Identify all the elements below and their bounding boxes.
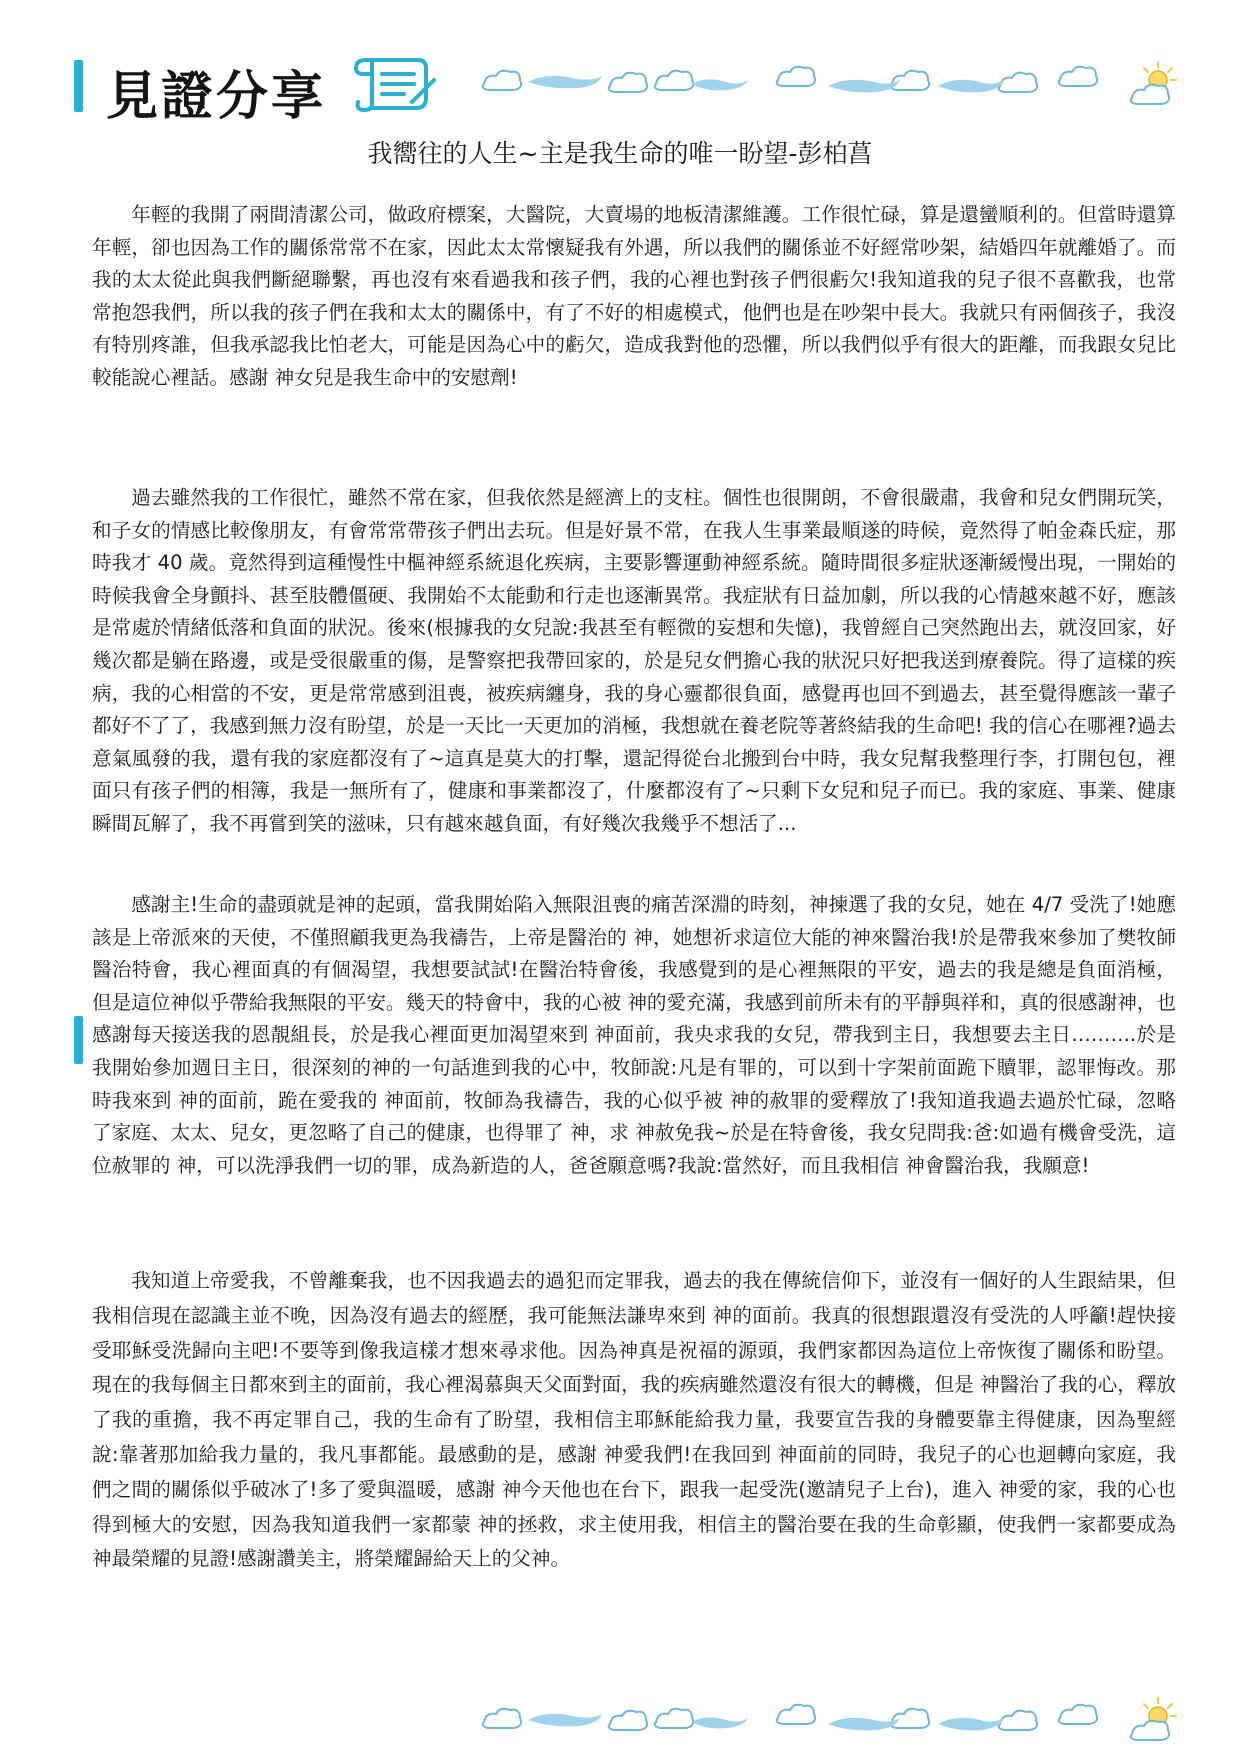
header-accent-bar [74,60,83,112]
paragraph: 感謝主!生命的盡頭就是神的起頭，當我開始陷入無限沮喪的痛苦深淵的時刻，神揀選了我的女兒，她在 4/7 受洗了!她應該是上帝派來的天使，不僅照顧我更為我禱告，上帝是醫治的 神，她想祈求這位大能的神來醫治我!於是帶我來參加了樊牧師醫治特會，我心裡面真的有個渴望，我想要試試!在醫治特會後，我感覺到的是心裡無限的平安，過去的我是總是負面消極，但是這位神似乎帶給我無限的平安。幾天的特會中，我的心被 神的愛充滿，我感到前所未有的平靜與祥和，真的很感謝神，也感謝每天接送我的恩靚組長，於是我心裡面更加渴望來到 神面前，我央求我的女兒，帶我到主日，我想要去主日……….於是我開始參加週日主日，很深刻的神的一句話進到我的心中，牧師說:凡是有罪的，可以到十字架前面跪下贖罪，認罪悔改。那時我來到 神的面前，跪在愛我的 神面前，牧師為我禱告，我的心似乎被 神的赦罪的愛釋放了!我知道我過去過於忙碌，忽略了家庭、太太、兒女，更忽略了自己的健康，也得罪了 神，求 神赦免我~於是在特會後，我女兒問我:爸:如過有機會受洗，這位赦罪的 神，可以洗淨我們一切的罪，成為新造的人，爸爸願意嗎?我說:當然好，而且我相信 神會醫治我，我願意! [92,893,1176,1177]
paragraph: 過去雖然我的工作很忙，雖然不常在家，但我依然是經濟上的支柱。個性也很開朗，不會很嚴肅，我會和兒女們開玩笑，和子女的情感比較像朋友，有會常常帶孩子們出去玩。但是好景不常，在我人生事業最順遂的時候，竟然得了帕金森氏症，那時我才 40 歲。竟然得到這種慢性中樞神經系統退化疾病，主要影響運動神經系統。隨時間很多症狀逐漸緩慢出現，一開始的時候我會全身顫抖、甚至肢體僵硬、我開始不太能動和行走也逐漸異常。我症狀有日益加劇，所以我的心情越來越不好，應該是常處於情緒低落和負面的狀況。後來(根據我的女兒說:我甚至有輕微的妄想和失憶)，我曾經自己突然跑出去，就沒回家，好幾次都是躺在路邊，或是受很嚴重的傷，是警察把我帶回家的，於是兒女們擔心我的狀況只好把我送到療養院。得了這樣的疾病，我的心相當的不安，更是常常感到沮喪，被疾病纏身，我的身心靈都很負面，感覺再也回不到過去，甚至覺得應該一輩子都好不了了，我感到無力沒有盼望，於是一天比一天更加的消極，我想就在養老院等著終結我的生命吧! 我的信心在哪裡?過去意氣風發的我，還有我的家庭都沒有了~這真是莫大的打擊，還記得從台北搬到台中時，我女兒幫我整理行李，打開包包，裡面只有孩子們的相簿，我是一無所有了，健康和事業都沒了，什麼都沒有了~只剩下女兒和兒子而已。我的家庭、事業、健康瞬間瓦解了，我不再嘗到笑的滋味，只有越來越負面，有好幾次我幾乎不想活了... [92,486,1176,835]
paragraph: 年輕的我開了兩間清潔公司，做政府標案，大醫院，大賣場的地板清潔維護。工作很忙碌，算是還蠻順利的。但當時還算年輕，卻也因為工作的關係常常不在家，因此太太常懷疑我有外遇，所以我們的關係並不好經常吵架，結婚四年就離婚了。而我的太太從此與我們斷絕聯繫，再也沒有來看過我和孩子們，我的心裡也對孩子們很虧欠!我知道我的兒子很不喜歡我，也常常抱怨我們，所以我的孩子們在我和太太的關係中，有了不好的相處模式，他們也是在吵架中長大。我就只有兩個孩子，我沒有特別疼誰，但我承認我比怕老大，可能是因為心中的虧欠，造成我對他的恐懼，所以我們似乎有很大的距離，而我跟女兒比較能說心裡話。感謝 神女兒是我生命中的安慰劑! [92,203,1176,389]
cloud-border-icon [478,1692,1182,1748]
paragraph: 我知道上帝愛我，不曾離棄我，也不因我過去的過犯而定罪我，過去的我在傳統信仰下，並沒有一個好的人生跟結果，但我相信現在認識主並不晚，因為沒有過去的經歷，我可能無法謙卑來到 神的面前。我真的很想跟還沒有受洗的人呼籲!趕快接受耶穌受洗歸向主吧!不要等到像我這樣才想來尋求他。因為神真是祝福的源頭，我們家都因為這位上帝恢復了關係和盼望。現在的我每個主日都來到主的面前，我心裡渴慕與天父面對面，我的疾病雖然還沒有很大的轉機，但是 神醫治了我的心，釋放了我的重擔，我不再定罪自己，我的生命有了盼望，我相信主耶穌能給我力量，我要宣告我的身體要靠主得健康，因為聖經說:靠著那加給我力量的，我凡事都能。最感動的是，感謝 神愛我們!在我回到 神面前的同時，我兒子的心也迴轉向家庭，我們之間的關係似乎破冰了!多了愛與溫暖，感謝 神今天他也在台下，跟我一起受洗(邀請兒子上台)，進入 神愛的家，我的心也得到極大的安慰，因為我知道我們一家都蒙 神的拯救，求主使用我，相信主的醫治要在我的生命彰顯，使我們一家都要成為 神最榮耀的見證!感謝讚美主，將榮耀歸給天上的父神。 [92,1269,1176,1571]
sun-cloud-icon [1131,62,1176,104]
scroll-document-icon [352,52,442,114]
sun-cloud-icon [1131,1698,1176,1740]
document-title: 我嚮往的人生~主是我生命的唯一盼望-彭柏菖 [367,139,873,168]
section-title: 見證分享 [106,67,327,127]
side-accent-bar [74,1016,83,1064]
cloud-border-icon [478,58,1182,114]
